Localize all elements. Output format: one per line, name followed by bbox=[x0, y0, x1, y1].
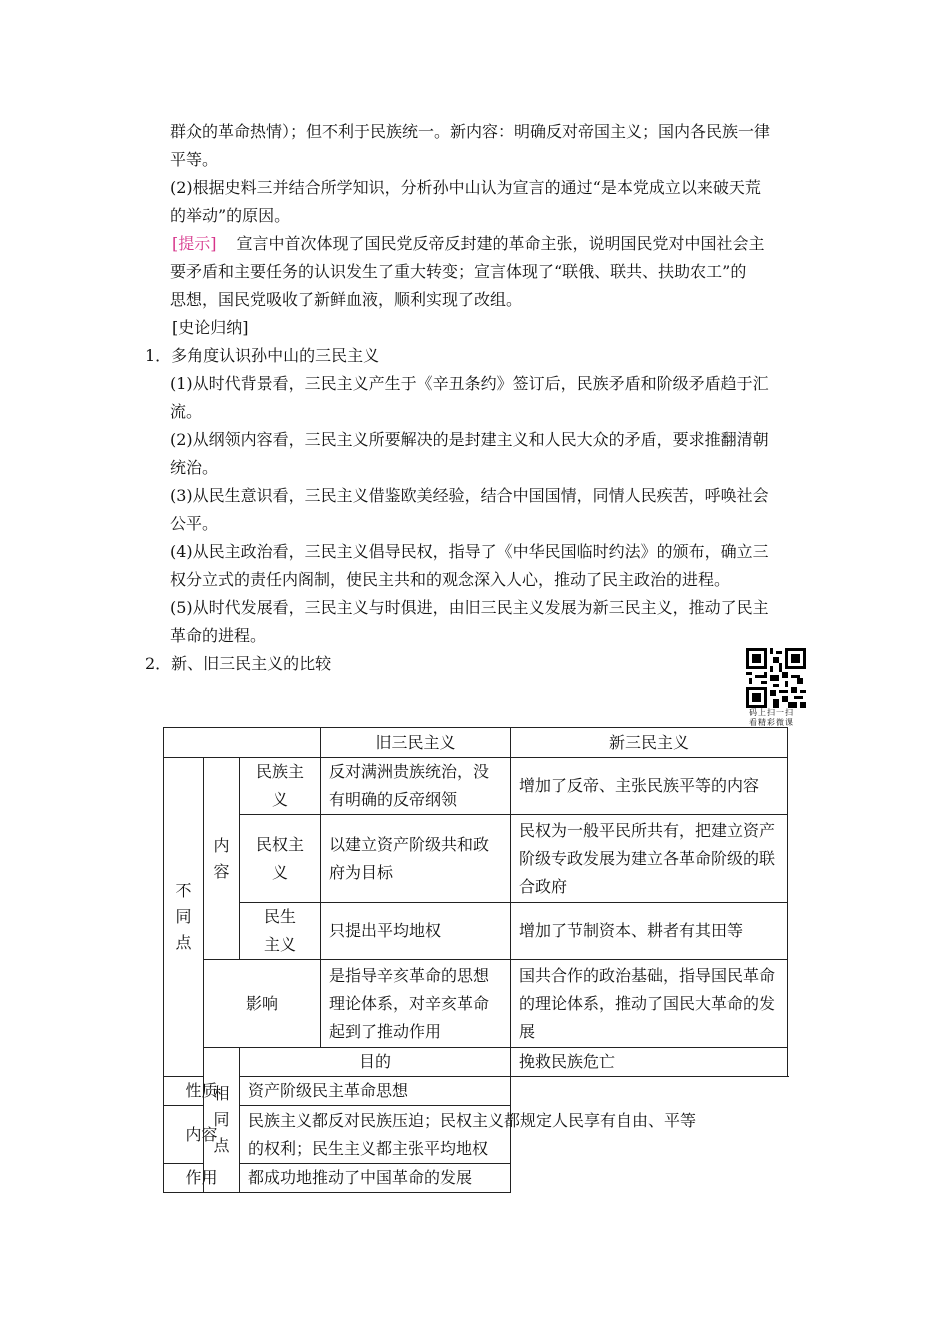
table-cell: 挽救民族危亡 bbox=[511, 1048, 788, 1077]
row-label: 作用 bbox=[164, 1164, 240, 1193]
table-cell: 民权为一般平民所共有，把建立资产阶级专政发展为建立各革命阶级的联合政府 bbox=[511, 815, 788, 903]
hint-tag: [提示] bbox=[172, 234, 217, 253]
table-cell: 增加了节制资本、耕者有其田等 bbox=[511, 903, 788, 960]
question-line: 的举动”的原因。 bbox=[170, 206, 291, 225]
comparison-table bbox=[163, 727, 788, 1193]
table-cell: 增加了反帝、主张民族平等的内容 bbox=[511, 758, 788, 815]
row-label: 民权主义 bbox=[240, 815, 321, 903]
section-heading: 2．新、旧三民主义的比较 bbox=[145, 654, 332, 673]
table-row bbox=[164, 903, 788, 960]
table-cell: 以建立资产阶级共和政府为目标 bbox=[321, 815, 511, 903]
table-row bbox=[164, 815, 788, 903]
table-cell: 都成功地推动了中国革命的发展 bbox=[240, 1164, 511, 1193]
list-item: 权分立式的责任内阁制，使民主共和的观念深入人心，推动了民主政治的进程。 bbox=[170, 570, 731, 589]
table-cell: 是指导辛亥革命的思想理论体系，对辛亥革命起到了推动作用 bbox=[321, 960, 511, 1048]
list-item: (4)从民主政治看，三民主义倡导民权，指导了《中华民国临时约法》的颁布，确立三 bbox=[170, 542, 769, 561]
list-item: (2)从纲领内容看，三民主义所要解决的是封建主义和人民大众的矛盾，要求推翻清朝 bbox=[170, 430, 769, 449]
group-label: 相同点 bbox=[204, 1048, 240, 1193]
table-cell: 反对满洲贵族统治，没有明确的反帝纲领 bbox=[321, 758, 511, 815]
group-label: 不同点 bbox=[164, 758, 204, 1077]
table-cell: 民族主义都反对民族压迫；民权主义都规定人民享有自由、平等的权利；民生主义都主张平均地权 bbox=[240, 1106, 511, 1164]
group-label: 内容 bbox=[204, 758, 240, 960]
table-row bbox=[164, 728, 788, 758]
table-header: 旧三民主义 bbox=[321, 728, 511, 758]
hint-line: 思想，国民党吸收了新鲜血液，顺利实现了改组。 bbox=[170, 290, 523, 309]
section-heading: 1．多角度认识孙中山的三民主义 bbox=[145, 346, 380, 365]
row-label: 民生主义 bbox=[240, 903, 321, 960]
table-row bbox=[164, 1048, 788, 1077]
list-item: (3)从民生意识看，三民主义借鉴欧美经验，结合中国国情，同情人民疾苦，呼唤社会 bbox=[170, 486, 769, 505]
list-item: 流。 bbox=[170, 402, 203, 421]
table-row bbox=[164, 758, 788, 815]
table-row bbox=[164, 1077, 788, 1106]
table-row bbox=[164, 960, 788, 1048]
qr-caption: 码上扫一扫 bbox=[749, 708, 794, 717]
table-cell: 资产阶级民主革命思想 bbox=[240, 1077, 511, 1106]
question-line: (2)根据史料三并结合所学知识，分析孙中山认为宣言的通过“是本党成立以来破天荒 bbox=[170, 178, 761, 197]
table-row bbox=[164, 1106, 788, 1164]
hint-text: 宣言中首次体现了国民党反帝反封建的革命主张，说明国民党对中国社会主 bbox=[236, 234, 765, 253]
list-item: (1)从时代背景看，三民主义产生于《辛丑条约》签订后，民族矛盾和阶级矛盾趋于汇 bbox=[170, 374, 769, 393]
summary-heading: [史论归纳] bbox=[172, 318, 249, 337]
list-item: 公平。 bbox=[170, 514, 219, 533]
row-label: 内容 bbox=[164, 1106, 240, 1164]
table-corner bbox=[164, 728, 321, 758]
table-header: 新三民主义 bbox=[511, 728, 788, 758]
row-label: 性质 bbox=[164, 1077, 240, 1106]
row-label: 目的 bbox=[240, 1048, 511, 1077]
text-line: 群众的革命热情）；但不利于民族统一。新内容：明确反对帝国主义；国内各民族一律 bbox=[170, 122, 771, 141]
hint-line bbox=[172, 234, 765, 254]
qr-caption: 看精彩微课 bbox=[749, 718, 794, 727]
row-label: 民族主义 bbox=[240, 758, 321, 815]
table-row bbox=[164, 1164, 788, 1193]
table-cell: 只提出平均地权 bbox=[321, 903, 511, 960]
row-label: 影响 bbox=[204, 960, 321, 1048]
list-item: 统治。 bbox=[170, 458, 219, 477]
text-line: 平等。 bbox=[170, 150, 219, 169]
list-item: 革命的进程。 bbox=[170, 626, 267, 645]
table-cell: 国共合作的政治基础，指导国民革命的理论体系，推动了国民大革命的发展 bbox=[511, 960, 788, 1048]
qr-code-icon[interactable] bbox=[746, 648, 806, 708]
hint-line: 要矛盾和主要任务的认识发生了重大转变；宣言体现了“联俄、联共、扶助农工”的 bbox=[170, 262, 747, 281]
list-item: (5)从时代发展看，三民主义与时俱进，由旧三民主义发展为新三民主义，推动了民主 bbox=[170, 598, 769, 617]
